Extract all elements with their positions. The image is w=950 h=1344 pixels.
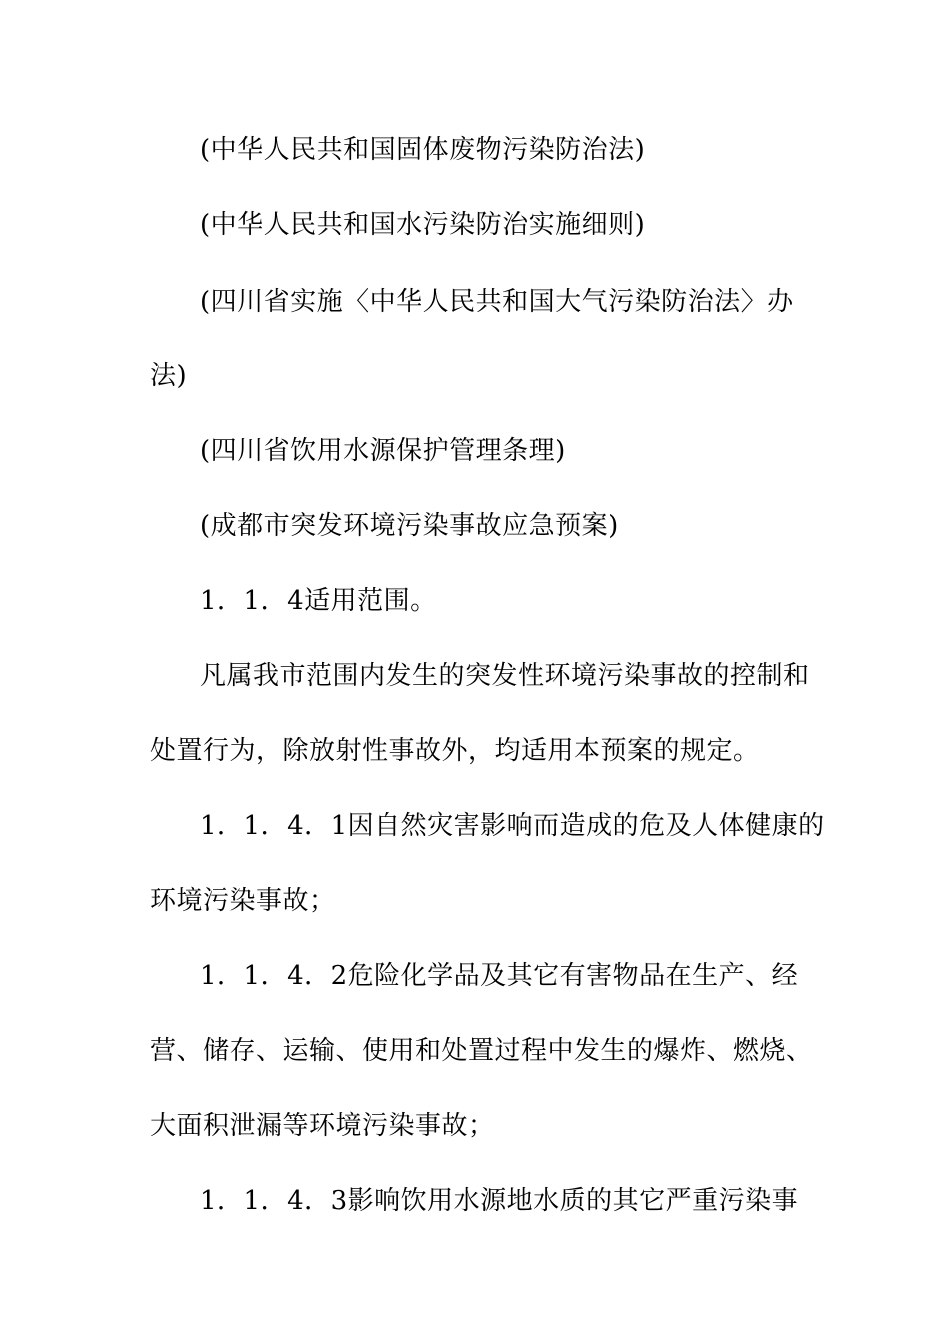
paragraph-scope-cont: 处置行为，除放射性事故外，均适用本预案的规定。 (150, 736, 760, 766)
law-water-pollution-rules: (中华人民共和国水污染防治实施细则) (200, 210, 646, 240)
item-1-1-4-2-cont: 营、储存、运输、使用和处置过程中发生的爆炸、燃烧、 (150, 1036, 813, 1066)
item-1-1-4-2: 1．1．4．2危险化学品及其它有害物品在生产、经 (200, 961, 799, 991)
law-sichuan-air-pollution-cont: 法) (150, 361, 188, 391)
law-sichuan-air-pollution: (四川省实施〈中华人民共和国大气污染防治法〉办 (200, 287, 794, 317)
item-1-1-4-2-cont-2: 大面积泄漏等环境污染事故； (150, 1111, 495, 1141)
law-solid-waste: (中华人民共和国固体废物污染防治法) (200, 135, 646, 165)
item-1-1-4-1: 1．1．4．1因自然灾害影响而造成的危及人体健康的 (200, 811, 825, 841)
item-1-1-4-3: 1．1．4．3影响饮用水源地水质的其它严重污染事 (200, 1186, 799, 1216)
regulation-sichuan-drinking-water: (四川省饮用水源保护管理条理) (200, 436, 566, 466)
plan-chengdu-emergency: (成都市突发环境污染事故应急预案) (200, 511, 619, 541)
paragraph-scope: 凡属我市范围内发生的突发性环境污染事故的控制和 (200, 661, 810, 691)
item-1-1-4-1-cont: 环境污染事故； (150, 886, 336, 916)
section-heading-scope: 1．1．4适用范围。 (200, 586, 437, 616)
